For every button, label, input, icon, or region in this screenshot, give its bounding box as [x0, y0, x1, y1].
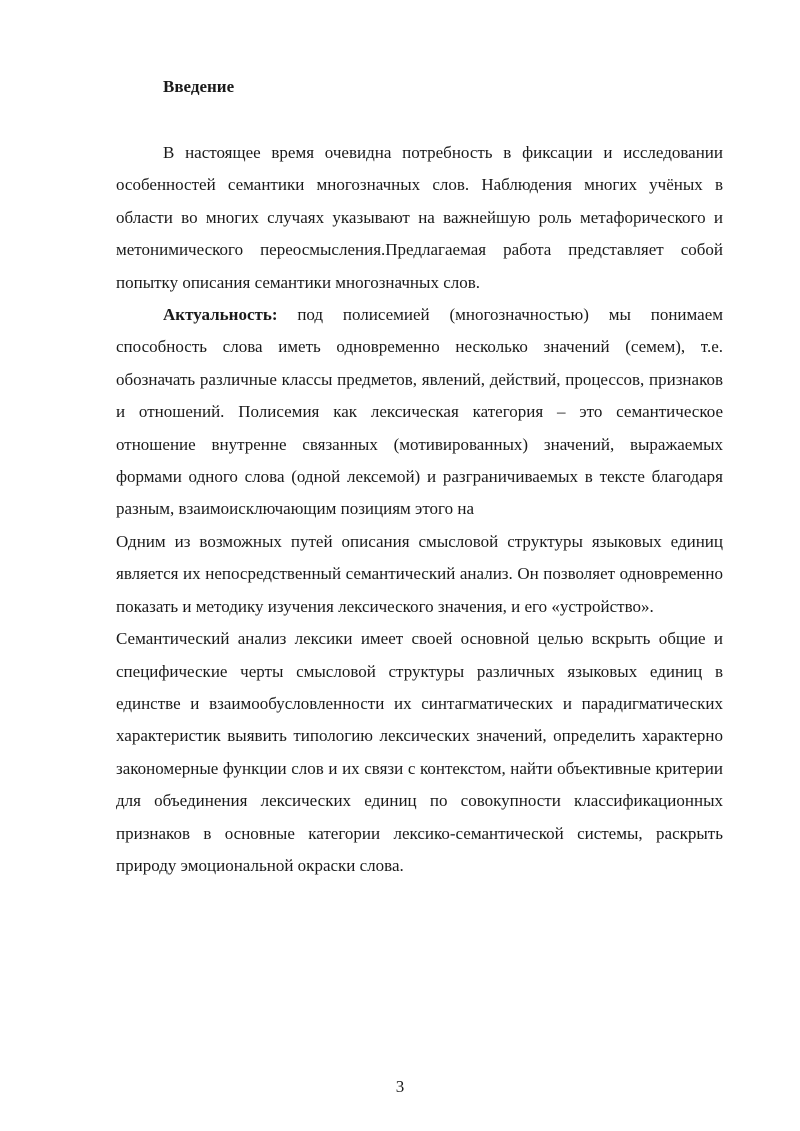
body-text	[116, 137, 723, 882]
intro-paragraph: В настоящее время очевидна потребность в фиксации и исследовании особенностей семантики многозначных слов. Наблюдения многих учёных в области во многих случаях указывают на важнейшую роль метафорического и метонимического переосмысления.Предлагаемая работа представляет собой попытку описания семантики многозначных слов.	[116, 143, 723, 292]
analysis-paragraph: Одним из возможных путей описания смысловой структуры языковых единиц является их непосредственный семантический анализ. Он позволяет одновременно показать и методику изучения лексического значения, и его «устройство».	[116, 531, 723, 616]
relevance-label: Актуальность:	[163, 305, 278, 325]
section-heading: Введение	[163, 77, 235, 96]
page-number: 3	[395, 1077, 405, 1096]
semantic-analysis-paragraph: Семантический анализ лексики имеет своей основной целью вскрыть общие и специфические черты смысловой структуры различных языковых единиц в единстве и взаимообусловленности их синтагматических и парадигматических характеристик выявить типологию лексических значений, определить характерно закономерные функции слов и их связи с контекстом, найти объективные критерии для объединения лексических единиц по совокупности классификационных признаков в основные категории лексико-семантической системы, раскрыть природу эмоциональной окраски слова.	[116, 629, 723, 875]
relevance-paragraph	[116, 299, 723, 526]
relevance-text: под полисемией (многозначностью) мы понимаем способность слова иметь одновременно несколько значений (семем), т.е. обозначать различные классы предметов, явлений, действий, процессов, признаков и отношений. Полисемия как лексическая категория – это семантическое отношение внутренне связанных (мотивированных) значений, выражаемых формами одного слова (одной лексемой) и разграничиваемых в тексте благодаря разным, взаимоисключающим позициям этого на	[116, 305, 723, 519]
